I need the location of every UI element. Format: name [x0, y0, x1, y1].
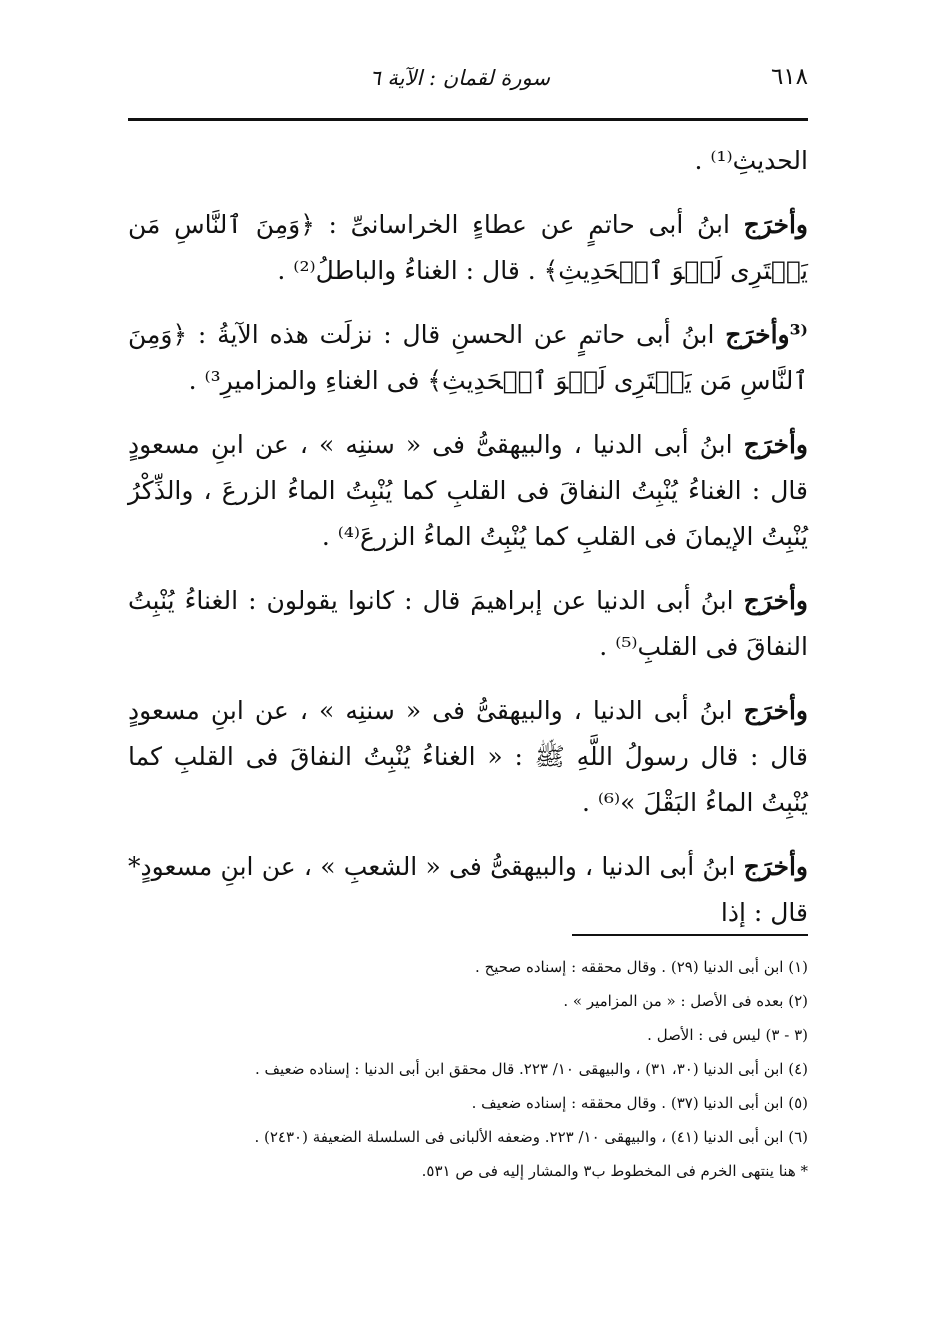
footnotes: [128, 950, 808, 1188]
paragraph-lead: ⁽³وأخرَج: [725, 320, 808, 349]
paragraph-lead: وأخرَج: [743, 852, 808, 881]
main-text: [128, 138, 808, 954]
paragraph: [128, 578, 808, 670]
paragraph-text: ابنُ أبى الدنيا ، والبيهقىُّ فى « الشعبِ » ، عن ابنِ مسعودٍ* قال : إذا: [128, 852, 808, 927]
footnote: (٣ - ٣) ليس فى : الأصل .: [647, 1026, 808, 1044]
paragraph-text: ابنُ أبى حاتمٍ عن الحسنِ قال : نزلَت هذه الآيةُ : ﴿وَمِنَ ٱلنَّاسِ مَن يَشۡتَرِى لَهۡوَ ٱلۡحَدِيثِ﴾ فى الغناءِ والمزاميرِ³⁾ .: [128, 320, 808, 395]
paragraph-text: ابنُ أبى الدنيا ، والبيهقىُّ فى « سننِه » ، عن ابنِ مسعودٍ قال : الغناءُ يُنْبِتُ النفاقَ فى القلبِ كما يُنْبِتُ الماءُ الزرعَ ، والذِّكْرُ يُنْبِتُ الإيمانَ فى القلبِ كما يُنْبِتُ الماءُ الزرعَ⁽⁴⁾ .: [128, 430, 808, 551]
paragraph-lead: وأخرَج: [743, 586, 808, 615]
paragraph: [128, 202, 808, 294]
footnote: * هنا ينتهى الخرم فى المخطوط ب٣ والمشار إليه فى ص ٥٣١.: [421, 1162, 808, 1180]
paragraph-text: الحديثِ⁽¹⁾ .: [694, 146, 808, 175]
paragraph-lead: وأخرَج: [743, 210, 808, 239]
running-title: سورة لقمان : الآية ٦: [369, 66, 550, 90]
page-header: [128, 60, 808, 104]
paragraph: [128, 312, 808, 404]
footnote: (١) ابن أبى الدنيا (٢٩) . وقال محققه : إسناده صحيح .: [475, 958, 808, 976]
page-number: ٦١٨: [770, 64, 808, 90]
paragraph: [128, 844, 808, 936]
header-rule: [128, 118, 808, 121]
footnote: (٥) ابن أبى الدنيا (٣٧) . وقال محققه : إسناده ضعيف .: [471, 1094, 808, 1112]
paragraph-text: ابنُ أبى الدنيا ، والبيهقىُّ فى « سننِه » ، عن ابنِ مسعودٍ قال : قال رسولُ اللَّهِ ﷺ : « الغناءُ يُنْبِتُ النفاقَ فى القلبِ كما يُنْبِتُ الماءُ البَقْلَ »⁽⁶⁾ .: [128, 696, 808, 817]
paragraph: [128, 688, 808, 826]
paragraph-text: ابنُ أبى حاتمٍ عن عطاءٍ الخراسانىِّ : ﴿وَمِنَ ٱلنَّاسِ مَن يَشۡتَرِى لَهۡوَ ٱلۡحَدِيثِ﴾ . قال : الغناءُ والباطلُ⁽²⁾ .: [128, 210, 808, 285]
paragraph: [128, 422, 808, 560]
paragraph-text: ابنُ أبى الدنيا عن إبراهيمَ قال : كانوا يقولون : الغناءُ يُنْبِتُ النفاقَ فى القلبِ⁽⁵⁾ .: [128, 586, 808, 661]
paragraph-lead: وأخرَج: [743, 430, 808, 459]
paragraph: [128, 138, 808, 184]
paragraph-lead: وأخرَج: [743, 696, 808, 725]
footnote-rule: [572, 934, 808, 936]
footnote: (٢) بعده فى الأصل : « من المزامير » .: [563, 992, 808, 1010]
footnote: (٤) ابن أبى الدنيا (٣٠، ٣١) ، والبيهقى ١٠/ ٢٢٣. قال محقق ابن أبى الدنيا : إسناده ضعيف .: [254, 1060, 808, 1078]
footnote: (٦) ابن أبى الدنيا (٤١) ، والبيهقى ١٠/ ٢٢٣. وضعفه الألبانى فى السلسلة الضعيفة (٢٤٣٠) .: [254, 1128, 808, 1146]
